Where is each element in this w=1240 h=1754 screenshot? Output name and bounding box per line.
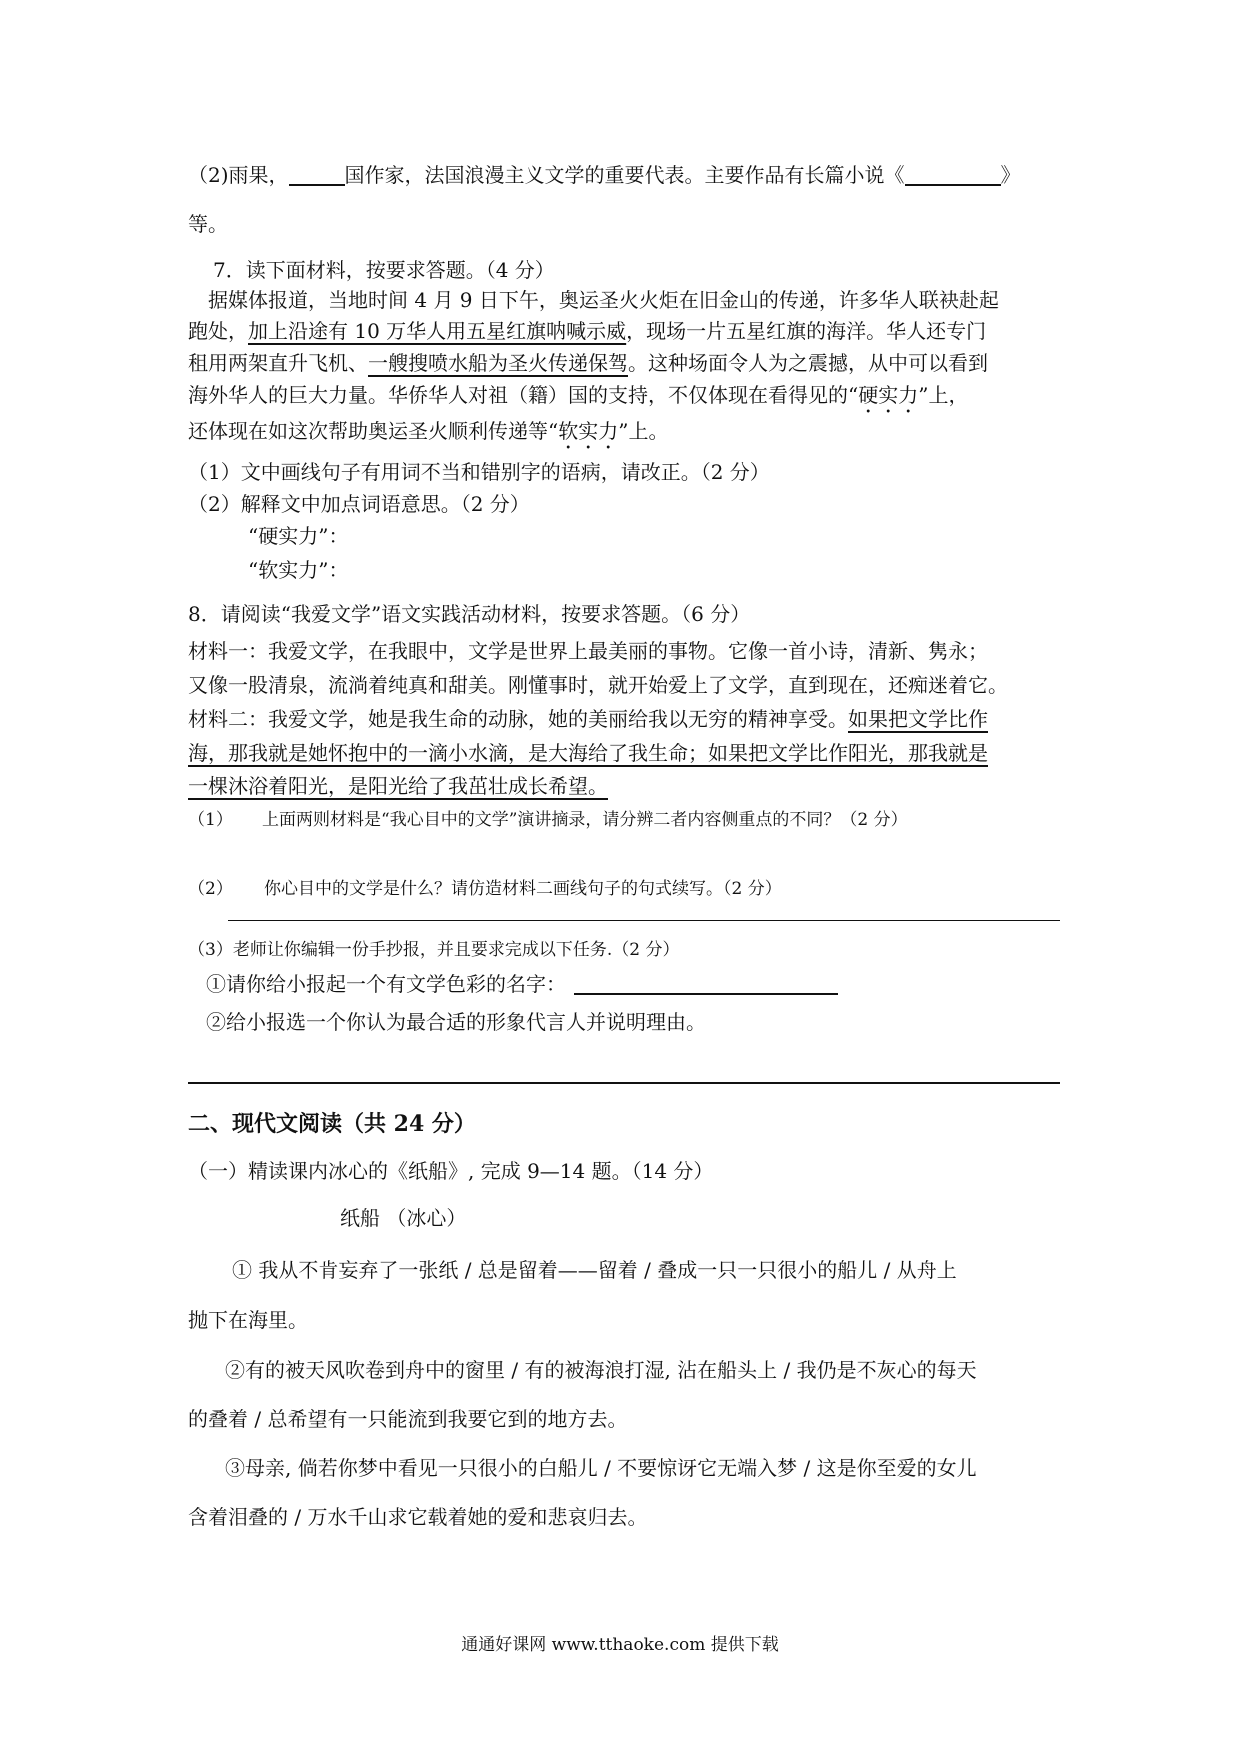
q7-passage-line-5 xyxy=(188,418,668,454)
q6-item2-close: 》 xyxy=(1000,163,1021,187)
q8-sub-1-number: （1） xyxy=(188,810,233,830)
q8-material2-line-2: 海，那我就是她怀抱中的一滴小水滴，是大海给了我生命；如果把文学比作阳光，那我就是 xyxy=(188,741,988,765)
q6-country-blank xyxy=(289,164,345,186)
q7-text: ”上。 xyxy=(618,419,669,443)
q7-text: 海外华人的巨大力量。华侨华人对祖（籍）国的支持，不仅体现在看得见的“ xyxy=(188,383,859,407)
q7-text: ”上， xyxy=(918,383,969,407)
q7-underlined-sentence-2: 一艘搜喷水船为圣火传递保驾 xyxy=(368,351,628,375)
q7-answer-hard-power: “硬实力”： xyxy=(248,524,349,548)
q8-material2-line-1 xyxy=(188,706,988,732)
poem-stanza-3-line-1: ③母亲, 倘若你梦中看见一只很小的白船儿 / 不要惊讶它无端入梦 / 这是你至爱的女儿 xyxy=(225,1456,977,1480)
q7-text: 。这种场面令人为之震撼，从中可以看到 xyxy=(628,351,988,375)
q7-sub-question-2: （2）解释文中加点词语意思。（2 分） xyxy=(188,492,530,516)
page-footer: 通通好课网 www.tthaoke.com 提供下载 xyxy=(461,1635,779,1655)
q7-underlined-sentence-1: 加上沿途有 10 万华人用五星红旗呐喊示威 xyxy=(248,319,627,343)
q7-text: ，现场一片五星红旗的海洋。华人还专门 xyxy=(626,319,987,343)
q7-dotted-word-hard-power: 硬实力 xyxy=(858,383,919,407)
q8-task-2: ②给小报选一个你认为最合适的形象代言人并说明理由。 xyxy=(206,1010,706,1034)
q7-title: 7．读下面材料，按要求答题。（4 分） xyxy=(213,258,555,282)
q7-text: 租用两架直升飞机、 xyxy=(188,351,368,375)
q8-title: 8．请阅读“我爱文学”语文实践活动材料，按要求答题。（6 分） xyxy=(188,602,751,626)
q8-material1-line-1: 材料一：我爱文学，在我眼中，文学是世界上最美丽的事物。它像一首小诗，清新、隽永； xyxy=(188,639,988,663)
q8-sub-question-3: （3）老师让你编辑一份手抄报，并且要求完成以下任务.（2 分） xyxy=(188,940,680,960)
poem-stanza-2-line-1: ②有的被天风吹卷到舟中的窗里 / 有的被海浪打湿, 沾在船头上 / 我仍是不灰心的每天 xyxy=(225,1358,977,1382)
q8-text: 材料二：我爱文学，她是我生命的动脉，她的美丽给我以无穷的精神享受。 xyxy=(188,707,848,731)
q7-passage-line-4 xyxy=(188,382,968,418)
q7-sub-question-1: （1）文中画线句子有用词不当和错别字的语病，请改正。（2 分） xyxy=(188,460,770,484)
poem-stanza-1-line-2: 抛下在海里。 xyxy=(188,1308,308,1332)
q8-material2-line-3: 一棵沐浴着阳光，是阳光给了我茁壮成长希望。 xyxy=(188,774,608,798)
q8-answer-line xyxy=(228,920,1060,921)
q7-answer-soft-power: “软实力”： xyxy=(248,558,349,582)
poem-stanza-2-line-2: 的叠着 / 总希望有一只能流到我要它到的地方去。 xyxy=(188,1407,628,1431)
q8-task-1-text: ①请你给小报起一个有文学色彩的名字： xyxy=(206,972,566,996)
q8-sub-question-1: 上面两则材料是“我心目中的文学”演讲摘录，请分辨二者内容侧重点的不同？（2 分） xyxy=(262,810,908,830)
q6-item2-end: 等。 xyxy=(188,212,228,236)
q7-text: 还体现在如这次帮助奥运圣火顺利传递等“ xyxy=(188,419,559,443)
q8-material1-line-2: 又像一股清泉，流淌着纯真和甜美。刚懂事时，就开始爱上了文学，直到现在，还痴迷着它。 xyxy=(188,673,1008,697)
q8-task-1 xyxy=(206,971,838,997)
section2-subheading: （一）精读课内冰心的《纸船》, 完成 9—14 题。（14 分） xyxy=(188,1159,714,1183)
poem-stanza-1-line-1: ① 我从不肯妄弃了一张纸 / 总是留着——留着 / 叠成一只一只很小的船儿 / 从舟上 xyxy=(232,1258,957,1282)
q6-item2-text: 国作家，法国浪漫主义文学的重要代表。主要作品有长篇小说《 xyxy=(344,163,905,187)
section2-heading: 二、现代文阅读（共 24 分） xyxy=(188,1111,476,1137)
q7-dotted-word-soft-power: 软实力 xyxy=(558,419,619,443)
q8-sub-question-2: 你心目中的文学是什么？请仿造材料二画线句子的句式续写。（2 分） xyxy=(264,879,782,899)
q6-item2-line xyxy=(188,162,1021,188)
q8-sub-2-number: （2） xyxy=(188,879,233,899)
q8-underlined-text: 如果把文学比作 xyxy=(848,707,988,731)
q6-item2-prefix: （2)雨果， xyxy=(188,163,289,187)
section-divider xyxy=(188,1082,1060,1084)
q6-novel-blank xyxy=(905,164,1001,186)
q7-passage-line-2 xyxy=(188,318,986,344)
q7-passage-line-1: 据媒体报道，当地时间 4 月 9 日下午，奥运圣火火炬在旧金山的传递，许多华人联袂赴起 xyxy=(208,288,999,312)
poem-stanza-3-line-2: 含着泪叠的 / 万水千山求它载着她的爱和悲哀归去。 xyxy=(188,1505,648,1529)
poem-title: 纸船 （冰心） xyxy=(340,1206,467,1230)
q8-newspaper-name-blank xyxy=(574,973,838,995)
q7-text: 跑处， xyxy=(188,319,248,343)
q7-passage-line-3 xyxy=(188,350,988,376)
